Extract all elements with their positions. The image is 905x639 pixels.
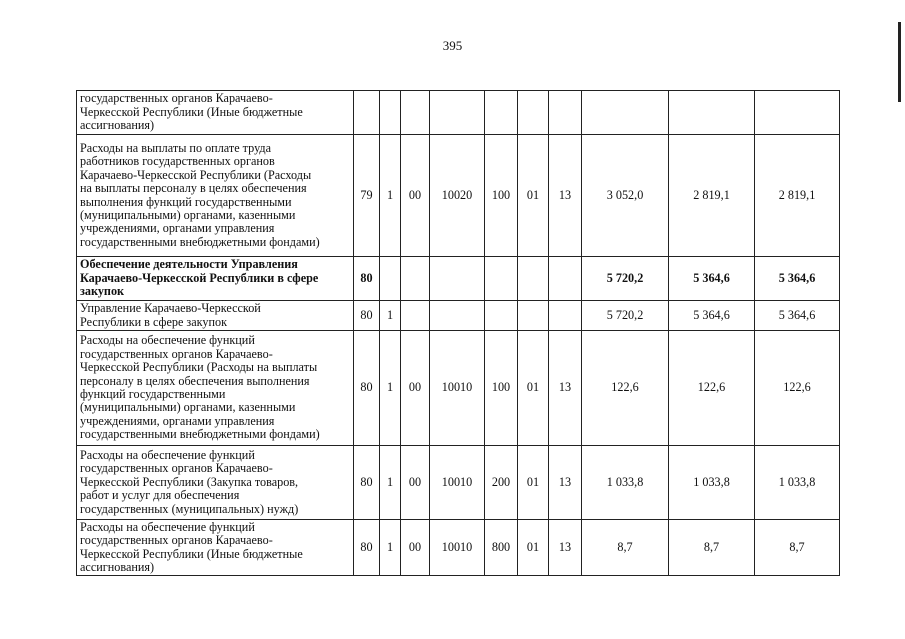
code-section: 01: [518, 135, 549, 257]
description-line: Расходы на обеспечение функций: [80, 447, 255, 462]
code-subprogram: [380, 257, 401, 301]
code-type: [485, 301, 518, 331]
table-row: [77, 301, 840, 331]
table-row: [77, 331, 840, 446]
code-expense: [430, 91, 485, 135]
description-line: учреждениями, органами управления: [80, 413, 275, 428]
description-line: учреждениями, органами управления: [80, 221, 275, 236]
code-ministry: 79: [354, 135, 380, 257]
code-subprogram: 1: [380, 135, 401, 257]
code-expense: [430, 301, 485, 331]
description-line: Расходы на обеспечение функций: [80, 333, 255, 348]
code-expense: 10010: [430, 520, 485, 576]
table-row: [77, 91, 840, 135]
code-subsection: [549, 257, 582, 301]
amount-year-2: [669, 91, 755, 135]
amount-year-3: 2 819,1: [755, 135, 840, 257]
description-line: ассигнования): [80, 118, 155, 133]
description-line: работников государственных органов: [80, 154, 275, 169]
row-description: [77, 520, 354, 576]
row-description: [77, 91, 354, 135]
description-line: (муниципальными) органами, казенными: [80, 207, 296, 222]
description-line: Черкесской Республики (Закупка товаров,: [80, 474, 299, 489]
amount-year-1: 5 720,2: [582, 257, 669, 301]
code-ministry: 80: [354, 331, 380, 446]
description-line: государственных органов Карачаево-: [80, 461, 273, 476]
amount-year-2: 5 364,6: [669, 257, 755, 301]
code-direction: 00: [401, 446, 430, 520]
description-line: на выплаты персоналу в целях обеспечения: [80, 181, 307, 196]
code-section: [518, 301, 549, 331]
description-line: Расходы на выплаты по оплате труда: [80, 140, 272, 155]
amount-year-3: 1 033,8: [755, 446, 840, 520]
description-line: Карачаево-Черкесской Республики (Расходы: [80, 167, 312, 182]
code-subprogram: 1: [380, 446, 401, 520]
amount-year-3: [755, 91, 840, 135]
row-description: [77, 446, 354, 520]
description-line: государственных органов Карачаево-: [80, 533, 273, 548]
description-line: государственных органов Карачаево-: [80, 346, 273, 361]
row-description: [77, 331, 354, 446]
code-direction: 00: [401, 135, 430, 257]
row-description: [77, 301, 354, 331]
code-section: 01: [518, 331, 549, 446]
table-row: [77, 520, 840, 576]
amount-year-1: 8,7: [582, 520, 669, 576]
code-section: 01: [518, 520, 549, 576]
amount-year-2: 122,6: [669, 331, 755, 446]
code-direction: 00: [401, 331, 430, 446]
description-line: ассигнования): [80, 559, 155, 574]
code-subsection: 13: [549, 331, 582, 446]
description-line: государственных органов Карачаево-: [80, 91, 273, 106]
amount-year-3: 5 364,6: [755, 257, 840, 301]
code-expense: 10010: [430, 331, 485, 446]
code-direction: [401, 301, 430, 331]
code-subsection: 13: [549, 446, 582, 520]
amount-year-1: 1 033,8: [582, 446, 669, 520]
description-line: персоналу в целях обеспечения выполнения: [80, 373, 310, 388]
code-ministry: 80: [354, 446, 380, 520]
description-line: Черкесской Республики (Расходы на выплаты: [80, 360, 318, 375]
code-type: [485, 91, 518, 135]
code-subsection: 13: [549, 135, 582, 257]
code-type: 100: [485, 331, 518, 446]
row-description: [77, 257, 354, 301]
description-line: государственных (муниципальных) нужд): [80, 501, 299, 516]
code-section: [518, 257, 549, 301]
code-subprogram: 1: [380, 301, 401, 331]
budget-table: [76, 90, 840, 576]
table-row-section-heading: [77, 257, 840, 301]
page-edge-mark: [898, 22, 901, 102]
code-subsection: [549, 301, 582, 331]
amount-year-1: 3 052,0: [582, 135, 669, 257]
description-line: (муниципальными) органами, казенными: [80, 400, 296, 415]
code-subprogram: 1: [380, 520, 401, 576]
code-direction: [401, 257, 430, 301]
description-line: Расходы на обеспечение функций: [80, 519, 255, 534]
code-expense: 10020: [430, 135, 485, 257]
row-description: [77, 135, 354, 257]
amount-year-2: 5 364,6: [669, 301, 755, 331]
amount-year-1: 5 720,2: [582, 301, 669, 331]
table-row: [77, 135, 840, 257]
code-ministry: 80: [354, 301, 380, 331]
code-direction: [401, 91, 430, 135]
code-expense: 10010: [430, 446, 485, 520]
description-line: выполнения функций государственными: [80, 194, 292, 209]
code-direction: 00: [401, 520, 430, 576]
code-ministry: 80: [354, 520, 380, 576]
description-line: Обеспечение деятельности Управления: [80, 257, 298, 272]
description-line: Республики в сфере закупок: [80, 314, 228, 329]
description-line: государственными внебюджетными фондами): [80, 234, 320, 249]
description-line: Управление Карачаево-Черкесской: [80, 301, 261, 316]
description-line: работ и услуг для обеспечения: [80, 488, 240, 503]
amount-year-3: 8,7: [755, 520, 840, 576]
code-section: 01: [518, 446, 549, 520]
code-expense: [430, 257, 485, 301]
code-ministry: [354, 91, 380, 135]
description-line: функций государственными: [80, 387, 226, 401]
amount-year-2: 1 033,8: [669, 446, 755, 520]
table-body: [77, 91, 840, 576]
description-line: Черкесской Республики (Иные бюджетные: [80, 104, 303, 119]
code-subsection: 13: [549, 520, 582, 576]
amount-year-1: 122,6: [582, 331, 669, 446]
description-line: закупок: [80, 284, 125, 299]
description-line: государственными внебюджетными фондами): [80, 427, 320, 442]
code-type: 200: [485, 446, 518, 520]
code-subsection: [549, 91, 582, 135]
code-subprogram: 1: [380, 331, 401, 446]
description-line: Черкесской Республики (Иные бюджетные: [80, 546, 303, 561]
code-ministry: 80: [354, 257, 380, 301]
description-line: Карачаево-Черкесской Республики в сфере: [80, 270, 319, 285]
code-type: [485, 257, 518, 301]
amount-year-2: 8,7: [669, 520, 755, 576]
amount-year-2: 2 819,1: [669, 135, 755, 257]
table-row: [77, 446, 840, 520]
amount-year-3: 122,6: [755, 331, 840, 446]
code-section: [518, 91, 549, 135]
page-number: 395: [442, 38, 463, 53]
code-type: 800: [485, 520, 518, 576]
code-type: 100: [485, 135, 518, 257]
amount-year-3: 5 364,6: [755, 301, 840, 331]
amount-year-1: [582, 91, 669, 135]
code-subprogram: [380, 91, 401, 135]
